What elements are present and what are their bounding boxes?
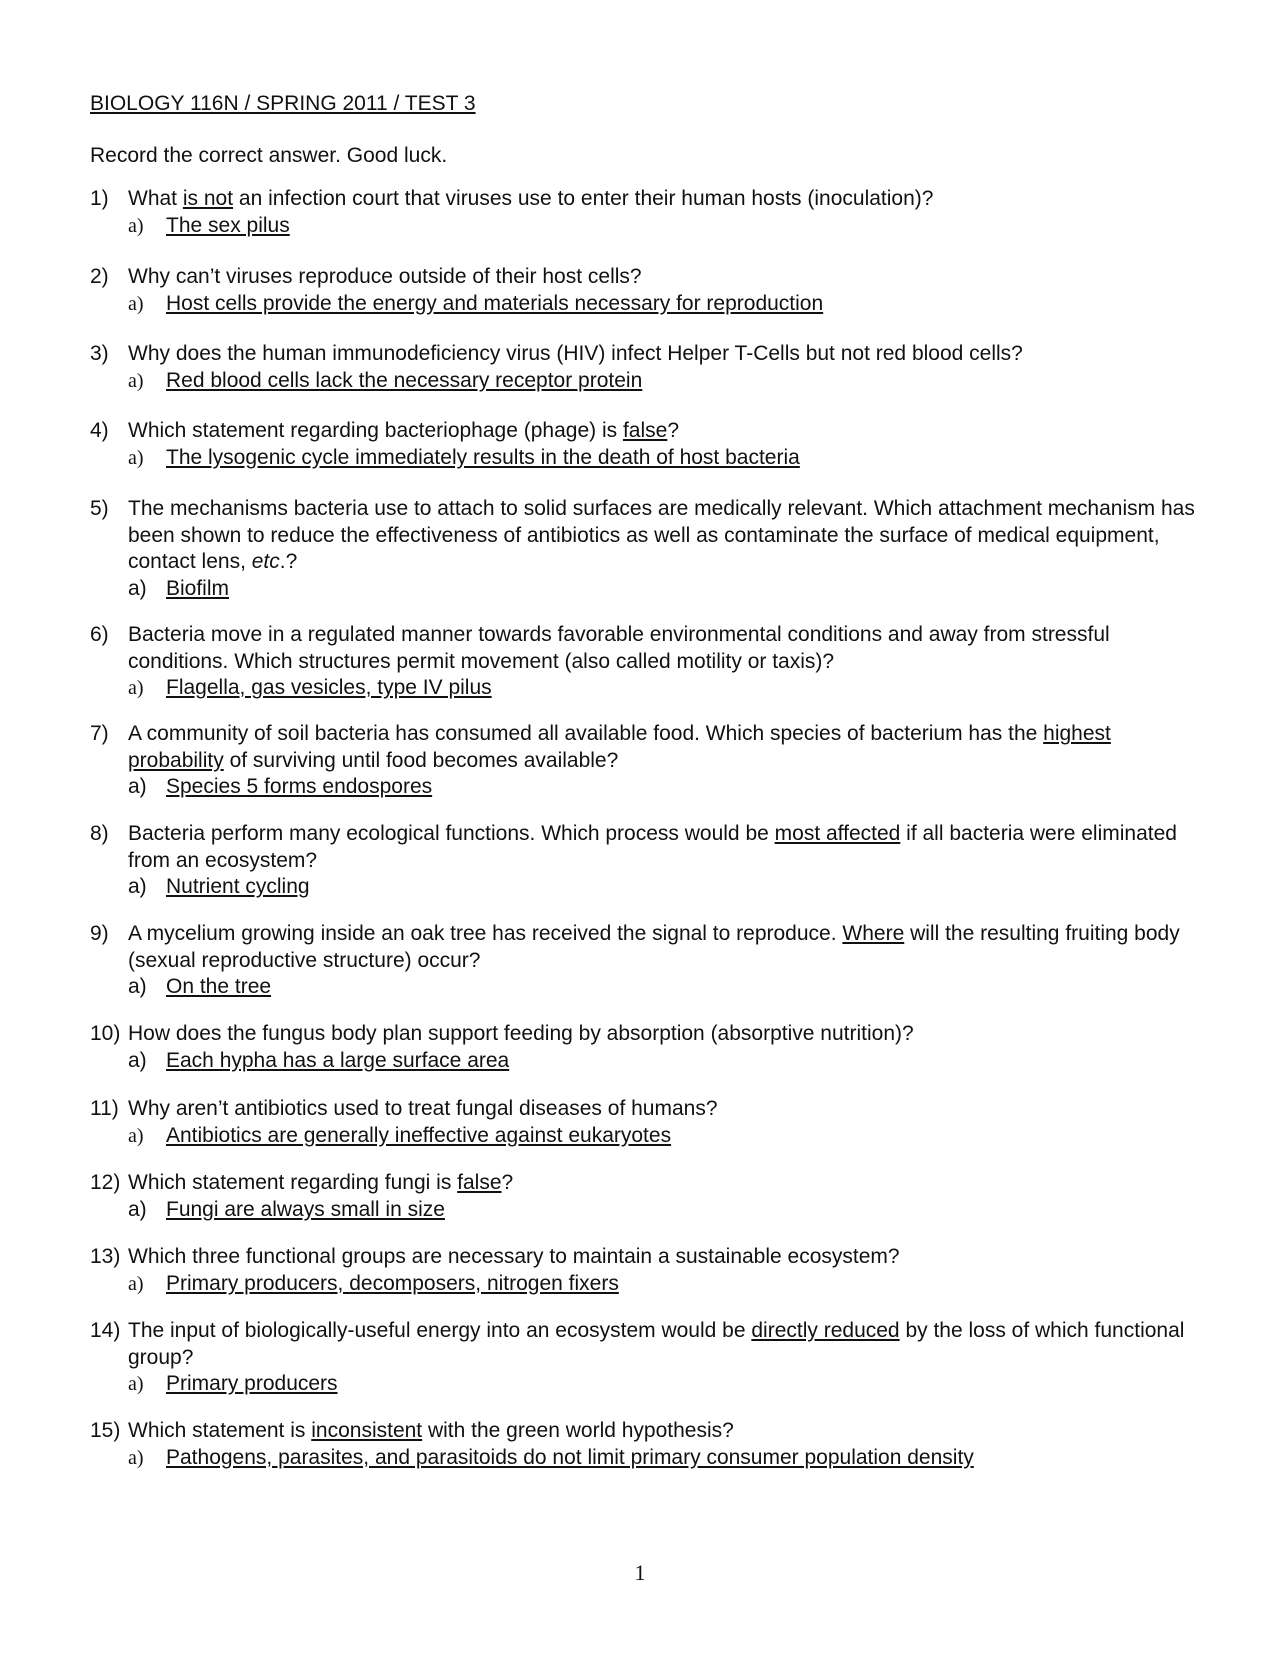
test-title: BIOLOGY 116N / SPRING 2011 / TEST 3 [90,92,476,115]
question-number: 2) [90,265,109,288]
answer-letter: a) [128,1446,144,1469]
question-number: 1) [90,187,109,210]
answer [128,1197,1200,1224]
answer [128,445,1200,472]
answer [128,1445,1200,1472]
answer-letter: a) [128,369,144,392]
question-number: 10) [90,1022,121,1045]
question-number: 7) [90,722,109,745]
answer-text: The sex pilus [166,213,290,237]
question-number: 9) [90,922,109,945]
answer [128,774,1200,801]
answer-letter: a) [128,292,144,315]
question-text: Which statement regarding bacteriophage (phage) is false? [128,419,679,442]
question-text: The mechanisms bacteria use to attach to solid surfaces are medically relevant. Which attachment mechanism has been shown to reduce the effectiveness of antibiotics as well as contaminate the surface of medical equipment, contact lens, etc.? [128,497,1195,573]
question-5 [90,496,1200,602]
answer-letter: a) [128,775,147,798]
answer [128,1271,1200,1298]
question-number: 14) [90,1319,121,1342]
answer-text: Biofilm [166,576,230,600]
question-text: A mycelium growing inside an oak tree has received the signal to reproduce. Where will the resulting fruiting body (sexual reproductive structure) occur? [128,922,1180,972]
question-text: Bacteria perform many ecological functions. Which process would be most affected if all bacteria were eliminated from an ecosystem? [128,822,1177,872]
answer-letter: a) [128,975,147,998]
answer-text: Species 5 forms endospores [166,775,433,798]
answer-text: The lysogenic cycle immediately results in the death of host bacteria [166,445,800,469]
question-text: Why does the human immunodeficiency virus (HIV) infect Helper T-Cells but not red blood cells? [128,342,1023,365]
question-12 [90,1170,1200,1223]
question-text: Which statement regarding fungi is false? [128,1171,514,1194]
answer-letter: a) [128,576,147,600]
question-9 [90,921,1200,1001]
answer [128,1048,1200,1075]
question-1 [90,186,1200,239]
answer [128,576,1200,603]
answer-letter: a) [128,1272,144,1295]
question-text: Which statement is inconsistent with the green world hypothesis? [128,1419,734,1442]
question-text: Bacteria move in a regulated manner towards favorable environmental conditions and away from stressful conditions. Which structures permit movement (also called motility or taxis)? [128,623,1110,673]
question-number: 13) [90,1245,121,1268]
answer-text: Primary producers, decomposers, nitrogen fixers [166,1271,619,1295]
question-8 [90,821,1200,901]
page-number: 1 [634,1560,646,1585]
answer-text: Primary producers [166,1372,338,1395]
question-text: How does the fungus body plan support feeding by absorption (absorptive nutrition)? [128,1022,914,1045]
question-3 [90,341,1200,394]
question-10 [90,1021,1200,1074]
question-number: 4) [90,419,109,442]
answer-letter: a) [128,446,144,469]
question-15 [90,1418,1200,1471]
answer-text: Pathogens, parasites, and parasitoids do not limit primary consumer population density [166,1445,974,1469]
question-number: 11) [90,1097,119,1120]
answer-letter: a) [128,1048,147,1072]
question-4 [90,418,1200,471]
question-text: Which three functional groups are necessary to maintain a sustainable ecosystem? [128,1245,900,1268]
question-number: 5) [90,497,109,520]
question-number: 12) [90,1171,121,1194]
answer [128,974,1200,1001]
answer-text: On the tree [166,975,272,998]
answer [128,291,1200,318]
answer-text: Host cells provide the energy and materials necessary for reproduction [166,291,824,315]
answer [128,368,1200,395]
answer [128,874,1200,901]
answer-letter: a) [128,1373,144,1395]
question-6 [90,622,1200,702]
answer [128,213,1200,240]
answer [128,1123,1200,1150]
answer-text: Each hypha has a large surface area [166,1048,510,1072]
question-number: 6) [90,623,109,646]
answer [128,675,1200,702]
question-text: Why can’t viruses reproduce outside of their host cells? [128,265,642,288]
question-13 [90,1244,1200,1297]
question-7 [90,721,1200,801]
question-text: What is not an infection court that viruses use to enter their human hosts (inoculation)? [128,187,934,210]
answer-letter: a) [128,1197,147,1221]
answer-letter: a) [128,214,144,237]
answer-text: Flagella, gas vesicles, type IV pilus [166,676,492,699]
answer-letter: a) [128,1124,144,1147]
question-number: 3) [90,342,109,365]
question-number: 15) [90,1419,121,1442]
answer-text: Antibiotics are generally ineffective against eukaryotes [166,1123,672,1147]
instructions: Record the correct answer. Good luck. [90,144,448,167]
answer-text: Nutrient cycling [166,875,310,898]
question-text: A community of soil bacteria has consumed all available food. Which species of bacterium has the highest probability of surviving until food becomes available? [128,722,1111,772]
question-11 [90,1096,1200,1149]
question-text: Why aren’t antibiotics used to treat fungal diseases of humans? [128,1097,718,1120]
answer-letter: a) [128,677,144,699]
question-number: 8) [90,822,109,845]
question-14 [90,1318,1200,1398]
answer-text: Red blood cells lack the necessary receptor protein [166,368,643,392]
question-text: The input of biologically-useful energy into an ecosystem would be directly reduced by the loss of which functional group? [128,1319,1185,1369]
question-2 [90,264,1200,317]
answer [128,1371,1200,1398]
answer-text: Fungi are always small in size [166,1197,445,1221]
answer-letter: a) [128,875,147,898]
